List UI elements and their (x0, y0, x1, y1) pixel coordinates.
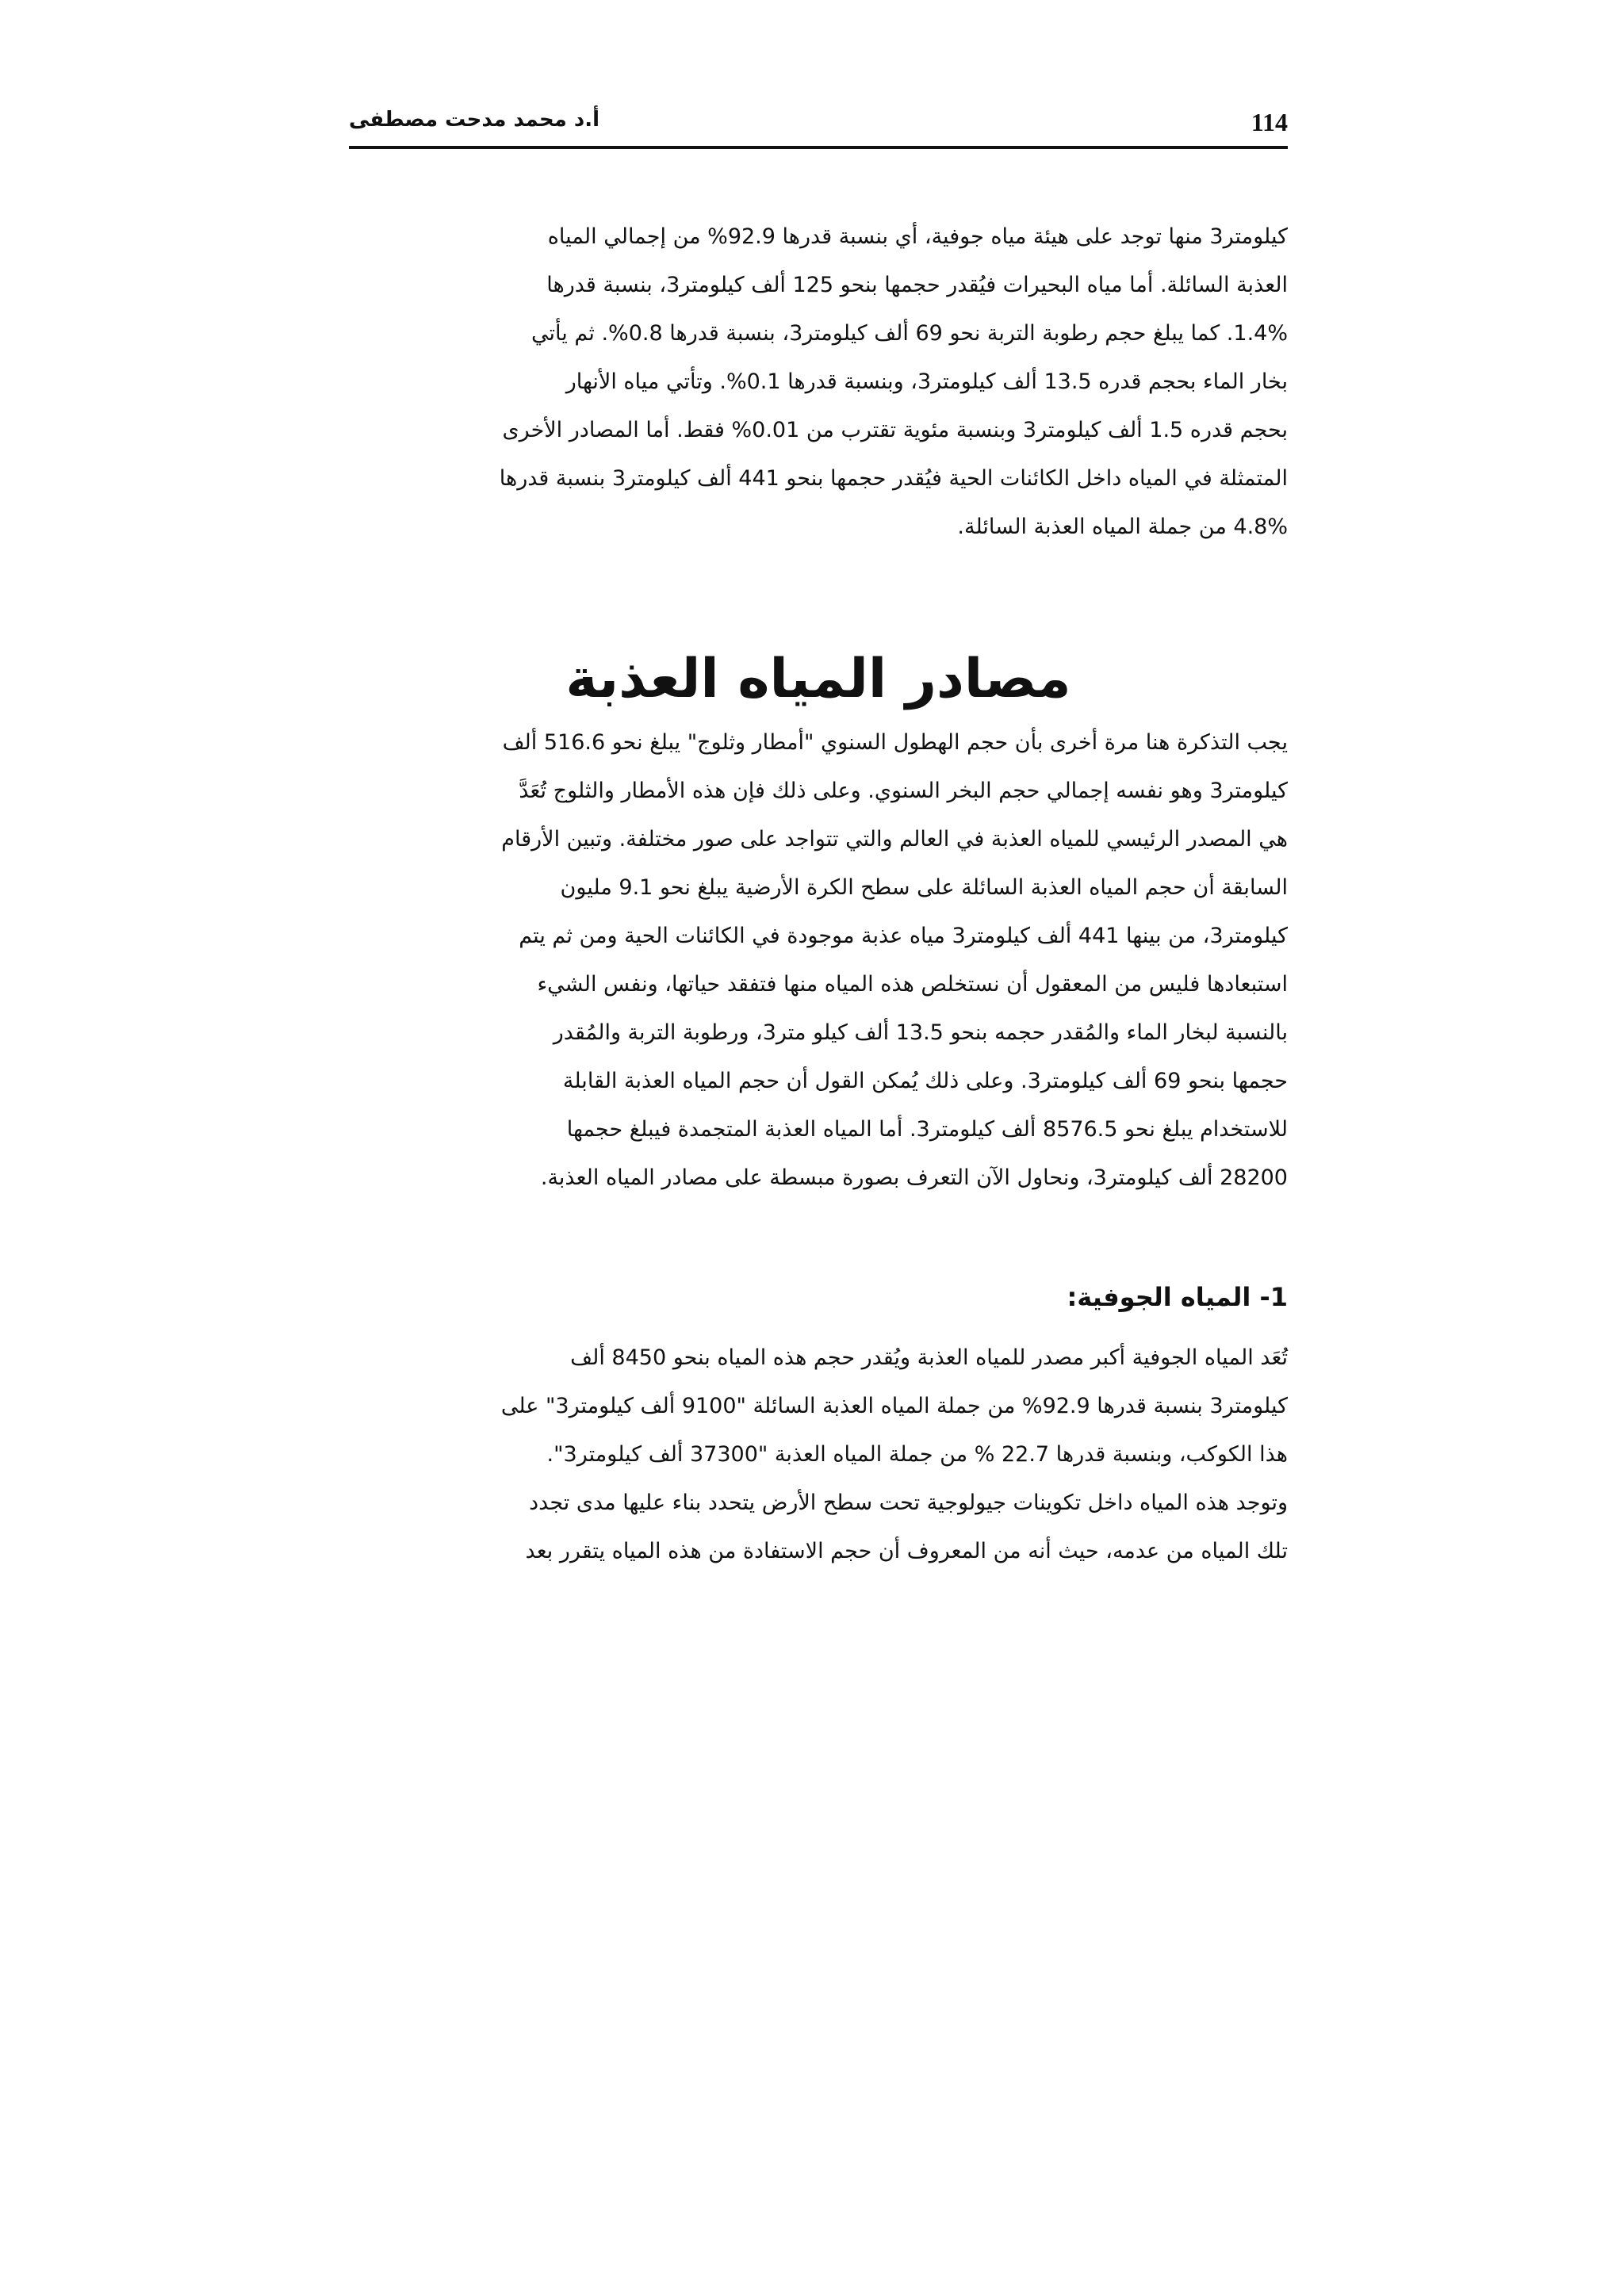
text-line: حجمها بنحو 69 ألف كيلومتر3. وعلى ذلك يُمكن القول أن حجم المياه العذبة القابلة (562, 1069, 1288, 1093)
text-line: العذبة السائلة. أما مياه البحيرات فيُقدر حجمها بنحو 125 ألف كيلومتر3، بنسبة قدرها (546, 273, 1288, 297)
text-line: 1.4%. كما يبلغ حجم رطوبة التربة نحو 69 ألف كيلومتر3، بنسبة قدرها 0.8%. ثم يأتي (531, 321, 1288, 346)
text-line: 4.8% من جملة المياه العذبة السائلة. (957, 515, 1288, 539)
text-line: المتمثلة في المياه داخل الكائنات الحية فيُقدر حجمها بنحو 441 ألف كيلومتر3 بنسبة قدرها (499, 466, 1288, 491)
header-divider (349, 146, 1288, 149)
paragraph-groundwater (349, 1334, 1288, 1575)
subheading-groundwater: 1- المياه الجوفية: (1067, 1282, 1288, 1312)
text-line: هذا الكوكب، وبنسبة قدرها 22.7 % من جملة المياه العذبة "37300 ألف كيلومتر3". (546, 1442, 1288, 1467)
paragraph-freshwater-sources (349, 718, 1288, 1202)
text-line: بخار الماء بحجم قدره 13.5 ألف كيلومتر3، وبنسبة قدرها 0.1%. وتأتي مياه الأنهار (565, 369, 1288, 394)
text-line: تلك المياه من عدمه، حيث أنه من المعروف أن حجم الاستفادة من هذه المياه يتقرر بعد (525, 1539, 1288, 1563)
text-line: بحجم قدره 1.5 ألف كيلومتر3 وبنسبة مئوية تقترب من 0.01% فقط. أما المصادر الأخرى (502, 418, 1288, 442)
text-line: كيلومتر3 وهو نفسه إجمالي حجم البخر السنوي. وعلى ذلك فإن هذه الأمطار والثلوج تُعَدَّ (519, 779, 1288, 803)
author-name: أ.د محمد مدحت مصطفى (349, 108, 600, 132)
text-line: تُعَد المياه الجوفية أكبر مصدر للمياه العذبة ويُقدر حجم هذه المياه بنحو 8450 ألف (570, 1345, 1288, 1370)
paragraph-water-distribution (349, 212, 1288, 551)
text-line: استبعادها فليس من المعقول أن نستخلص هذه المياه منها فتفقد حياتها، ونفس الشيء (537, 972, 1288, 997)
text-line: 28200 ألف كيلومتر3، ونحاول الآن التعرف بصورة مبسطة على مصادر المياه العذبة. (540, 1165, 1288, 1190)
section-title: مصادر المياه العذبة (565, 648, 1071, 710)
text-line: للاستخدام يبلغ نحو 8576.5 ألف كيلومتر3. أما المياه العذبة المتجمدة فيبلغ حجمها (566, 1117, 1288, 1142)
text-line: وتوجد هذه المياه داخل تكوينات جيولوجية تحت سطح الأرض يتحدد بناء عليها مدى تجدد (529, 1490, 1288, 1515)
text-line: كيلومتر3 بنسبة قدرها 92.9% من جملة المياه العذبة السائلة "9100 ألف كيلومتر3" على (500, 1394, 1288, 1418)
text-line: بالنسبة لبخار الماء والمُقدر حجمه بنحو 13.5 ألف كيلو متر3، ورطوبة التربة والمُقدر (553, 1020, 1288, 1045)
text-line: كيلومتر3، من بينها 441 ألف كيلومتر3 مياه عذبة موجودة في الكائنات الحية ومن ثم يتم (519, 924, 1288, 948)
page-header (349, 101, 1288, 146)
text-line: هي المصدر الرئيسي للمياه العذبة في العالم والتي تتواجد على صور مختلفة. وتبين الأرقام (501, 827, 1288, 851)
text-line: السابقة أن حجم المياه العذبة السائلة على سطح الكرة الأرضية يبلغ نحو 9.1 مليون (560, 875, 1288, 900)
page-number: 114 (1251, 108, 1288, 136)
text-line: كيلومتر3 منها توجد على هيئة مياه جوفية، أي بنسبة قدرها 92.9% من إجمالي المياه (547, 224, 1288, 249)
text-line: يجب التذكرة هنا مرة أخرى بأن حجم الهطول السنوي "أمطار وثلوج" يبلغ نحو 516.6 ألف (502, 730, 1288, 755)
